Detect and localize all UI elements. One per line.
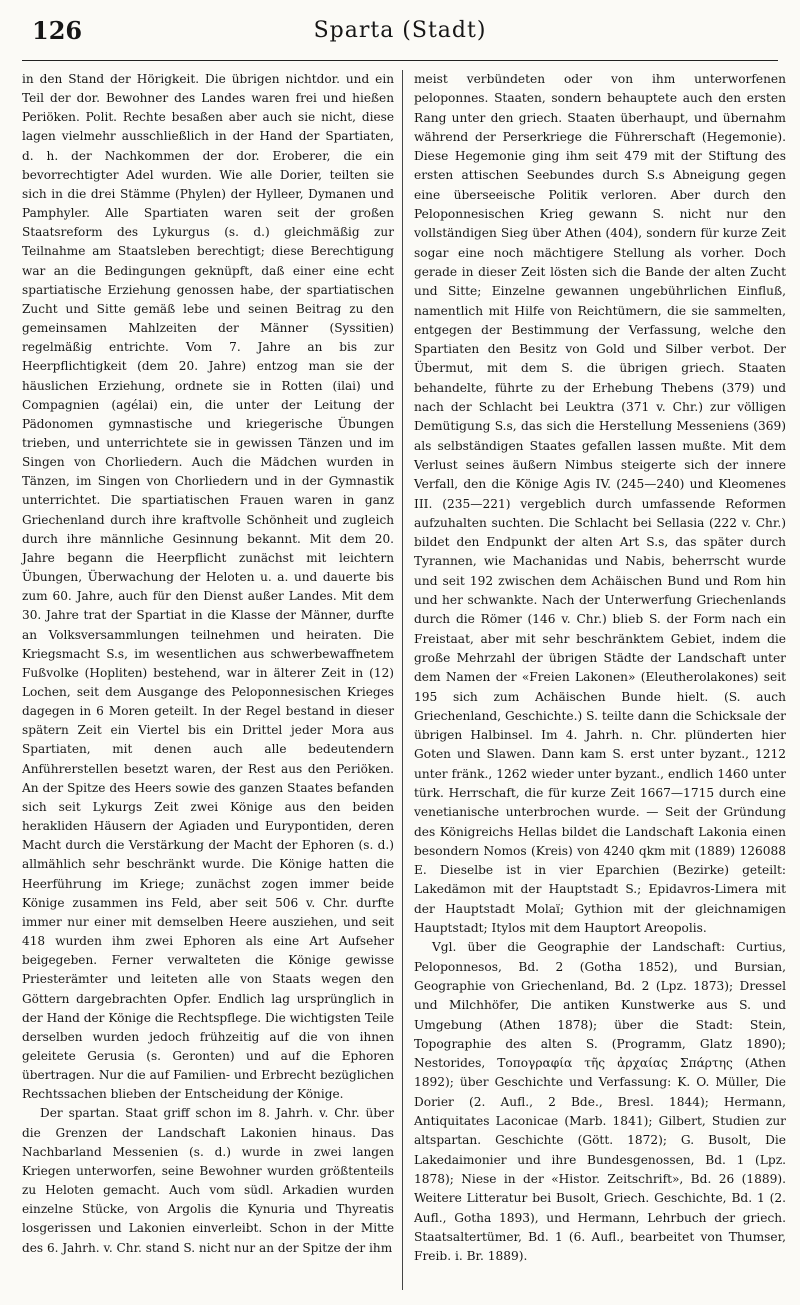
page-number: 126	[32, 16, 83, 45]
column-divider	[402, 70, 403, 1290]
paragraph: meist verbündeten oder von ihm unterworfenen peloponnes. Staaten, sondern behauptete auch den ersten Rang unter den griech. Staaten überhaupt, und übernahm während der Perserkriege die Führerschaft (Hegemonie). Diese Hegemonie ging ihm seit 479 mit der Stiftung des ersten attischen Seebundes durch S.s Abneigung gegen eine überseeische Politik verloren. Aber durch den Peloponnesischen Krieg gewann S. nicht nur den vollständigen Sieg über Athen (404), sondern für kurze Zeit sogar eine noch mächtigere Stellung als vorher. Doch gerade in dieser Zeit lösten sich die Bande der alten Zucht und Sitte; Einzelne gewannen ungebührlichen Einfluß, namentlich mit Hilfe von Reichtümern, die sie sammelten, entgegen der Bestimmung der Verfassung, welche den Spartiaten den Besitz von Gold und Silber verbot. Der Übermut, mit dem S. die übrigen griech. Staaten behandelte, führte zu der Erhebung Thebens (379) und nach der Schlacht bei Leuktra (371 v. Chr.) zur völligen Demütigung S.s, das sich die Herstellung Messeniens (369) als selbständigen Staates gefallen lassen mußte. Mit dem Verlust seines äußern Nimbus steigerte sich der innere Verfall, den die Könige Agis IV. (245—240) und Kleomenes III. (235—221) vergeblich durch umfassende Reformen aufzuhalten suchten. Die Schlacht bei Sellasia (222 v. Chr.) bildet den Endpunkt der alten Art S.s, das später durch Tyrannen, wie Machanidas und Nabis, beherrscht wurde und seit 192 zwischen dem Achäischen Bund und Rom hin und her schwankte. Nach der Unterwerfung Griechenlands durch die Römer (146 v. Chr.) blieb S. der Form nach ein Freistaat, aber mit sehr beschränktem Gebiet, indem die große Mehrzahl der übrigen Städte der Landschaft unter dem Namen der «Freien Lakonen» (Eleutherolakones) seit 195 sich zum Achäischen Bunde hielt. (S. auch Griechenland, Geschichte.) S. teilte dann die Schicksale der übrigen Halbinsel. Im 4. Jahrh. n. Chr. plünderten hier Goten und Slawen. Dann kam S. erst unter byzant., 1212 unter fränk., 1262 wieder unter byzant., endlich 1460 unter türk. Herrschaft, die für kurze Zeit 1667—1715 durch eine venetianische unterbrochen wurde. — Seit der Gründung des Königreichs Hellas bildet die Landschaft Lakonia einen besondern Nomos (Kreis) von 4240 qkm mit (1889) 126088 E. Dieselbe ist in vier Eparchien (Bezirke) geteilt: Lakedämon mit der Hauptstadt S.; Epidavros-Limera mit der Hauptstadt Molaï; Gythion mit der gleichnamigen Hauptstadt; Itylos mit dem Hauptort Areopolis.	[414, 72, 786, 936]
paragraph: Der spartan. Staat griff schon im 8. Jahrh. v. Chr. über die Grenzen der Landschaft Lakonien hinaus. Das Nachbarland Messenien (s. d.) wurde in zwei langen Kriegen unterworfen, seine Bewohner wurden größtenteils zu Heloten gemacht. Auch vom südl. Arkadien wurden einzelne Stücke, von Argolis die Kynuria und Thyreatis losgerissen und Lakonien einverleibt. Schon in der Mitte des 6. Jahrh. v. Chr. stand S. nicht nur an der Spitze der ihm	[22, 1106, 394, 1255]
running-head: Sparta (Stadt)	[313, 18, 487, 43]
header-rule	[22, 60, 778, 61]
bibliography-paragraph: Vgl. über die Geographie der Landschaft: Curtius, Peloponnesos, Bd. 2 (Gotha 1852), und Bursian, Geographie von Griechenland, Bd. 2 (Lpz. 1873); Dressel und Milchhöfer, Die antiken Kunstwerke aus S. und Umgebung (Athen 1878); über die Stadt: Stein, Topographie des alten S. (Programm, Glatz 1890); Nestorides, Τοπογραφία τῆς ἀρχαίας Σπάρτης (Athen 1892); über Geschichte und Verfassung: K. O. Müller, Die Dorier (2. Aufl., 2 Bde., Bresl. 1844); Hermann, Antiquitates Laconicae (Marb. 1841); Gilbert, Studien zur altspartan. Geschichte (Gött. 1872); G. Busolt, Die Lakedaimonier und ihre Bundesgenossen, Bd. 1 (Lpz. 1878); Niese in der «Histor. Zeitschrift», Bd. 26 (1889). Weitere Litteratur bei Busolt, Griech. Geschichte, Bd. 1 (2. Aufl., Gotha 1893), und Hermann, Lehrbuch der griech. Staatsaltertümer, Bd. 1 (6. Aufl., bearbeitet von Thumser, Freib. i. Br. 1889).	[414, 940, 786, 1264]
right-column	[414, 70, 786, 1266]
left-column	[22, 70, 394, 1258]
paragraph: in den Stand der Hörigkeit. Die übrigen nichtdor. und ein Teil der dor. Bewohner des Landes waren frei und hießen Periöken. Polit. Rechte besaßen aber auch sie nicht, diese lagen vielmehr ausschließlich in der Hand der Spartiaten, d. h. der Nachkommen der dor. Eroberer, die ein bevorrechtigter Adel wurden. Wie alle Dorier, teilten sie sich in die drei Stämme (Phylen) der Hylleer, Dymanen und Pamphyler. Alle Spartiaten waren seit der großen Staatsreform des Lykurgus (s. d.) gleichmäßig zur Teilnahme am Staatsleben berechtigt; diese Berechtigung war an die Bedingungen geknüpft, daß einer eine echt spartiatische Erziehung genossen habe, der spartiatischen Zucht und Sitte gemäß lebe und seinen Beitrag zu den gemeinsamen Mahlzeiten der Männer (Syssitien) regelmäßig entrichte. Vom 7. Jahre an bis zur Heerpflichtigkeit (dem 20. Jahre) entzog man sie der häuslichen Erziehung, ordnete sie in Rotten (ilai) und Compagnien (agélai) ein, die unter der Leitung der Pädonomen gymnastische und kriegerische Übungen trieben, und unterrichtete sie in gewissen Tänzen und im Singen von Chorliedern. Auch die Mädchen wurden in Tänzen, im Singen von Chorliedern und in der Gymnastik unterrichtet. Die spartiatischen Frauen waren in ganz Griechenland durch ihre kraftvolle Schönheit und zugleich durch ihre männliche Gesinnung bekannt. Mit dem 20. Jahre begann die Heerpflicht zunächst mit leichtern Übungen, Überwachung der Heloten u. a. und dauerte bis zum 60. Jahre, auch für den Dienst außer Landes. Mit dem 30. Jahre trat der Spartiat in die Klasse der Männer, durfte an Volksversammlungen teilnehmen und heiraten. Die Kriegsmacht S.s, im wesentlichen aus schwerbewaffnetem Fußvolke (Hopliten) bestehend, war in älterer Zeit in (12) Lochen, seit dem Ausgange des Peloponnesischen Krieges dagegen in 6 Moren geteilt. In der Regel bestand in dieser spätern Zeit ein Viertel bis ein Drittel jeder Mora aus Spartiaten, mit denen auch alle bedeutendern Anführerstellen besetzt waren, der Rest aus den Periöken. An der Spitze des Heers sowie des ganzen Staates befanden sich seit Lykurgs Zeit zwei Könige aus den beiden herakliden Häusern der Agiaden und Eurypontiden, deren Macht durch die Verstärkung der Macht der Ephoren (s. d.) allmählich sehr beschränkt wurde. Die Könige hatten die Heerführung im Kriege; zunächst zogen immer beide Könige zusammen ins Feld, aber seit 506 v. Chr. durfte immer nur einer mit demselben Heere ausziehen, und seit 418 wurden ihm zwei Ephoren als eine Art Aufseher beigegeben. Ferner verwalteten die Könige gewisse Priesterämter und leiteten alle von Staats wegen den Göttern dargebrachten Opfer. Endlich lag ursprünglich in der Hand der Könige die Rechtspflege. Die wichtigsten Teile derselben wurden jedoch frühzeitig auf die von ihnen geleitete Gerusia (s. Geronten) und auf die Ephoren übertragen. Nur die auf Familien- und Erbrecht bezüglichen Rechtssachen blieben der Entscheidung der Könige.	[22, 72, 394, 1102]
page-header	[22, 10, 778, 54]
